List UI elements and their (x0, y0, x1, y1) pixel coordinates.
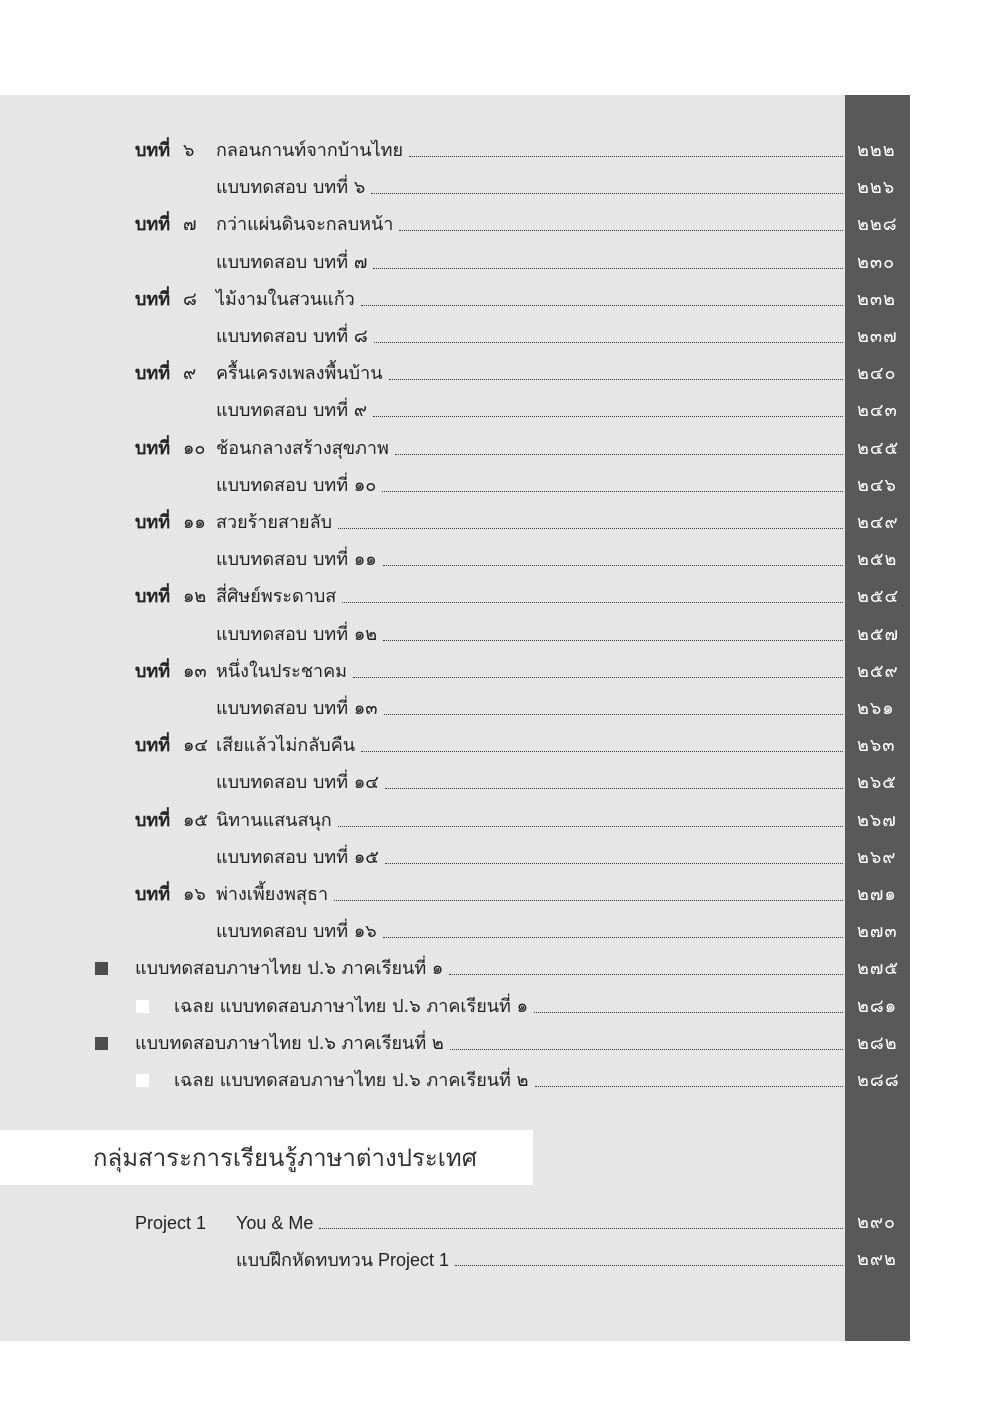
entry-title: เฉลย แบบทดสอบภาษาไทย ป.๖ ภาคเรียนที่ ๒ (174, 1070, 529, 1091)
dot-leader (395, 454, 843, 455)
toc-entry-chapter[interactable] (0, 359, 910, 389)
entry-title: สี่ศิษย์พระดาบส (216, 586, 337, 607)
toc-entry-answer[interactable] (0, 1066, 910, 1096)
page-number: ๒๓๗ (857, 326, 898, 347)
entry-title: กว่าแผ่นดินจะกลบหน้า (216, 214, 394, 235)
page-number: ๒๒๘ (857, 214, 898, 235)
entry-title: สวยร้ายสายลับ (216, 512, 333, 533)
dot-leader (373, 416, 843, 417)
chapter-label: บทที่ (135, 140, 171, 161)
dot-leader (409, 156, 843, 157)
page-number: ๒๔๖ (857, 475, 897, 496)
chapter-number: ๑๒ (183, 586, 207, 607)
toc-entry-chapter[interactable] (0, 508, 910, 538)
bullet-square-icon (95, 962, 108, 975)
chapter-label: บทที่ (135, 214, 171, 235)
entry-title: ช้อนกลางสร้างสุขภาพ (216, 438, 389, 459)
entry-title: เสียแล้วไม่กลับคืน (216, 735, 356, 756)
page-number: ๒๒๖ (857, 177, 896, 198)
dot-leader (385, 863, 843, 864)
page-number: ๒๘๒ (857, 1033, 898, 1054)
page-number: ๒๘๘ (857, 1070, 900, 1091)
page-number: ๒๓๒ (857, 289, 897, 310)
toc-entry-test[interactable] (0, 843, 910, 873)
toc-entry-answer[interactable] (0, 992, 910, 1022)
page-number: ๒๖๓ (857, 735, 896, 756)
dot-leader (534, 1012, 843, 1013)
page-number: ๒๖๑ (857, 698, 895, 719)
entry-title: แบบฝึกหัดทบทวน Project 1 (236, 1250, 450, 1270)
chapter-number: ๑๕ (183, 810, 209, 831)
chapter-label: บทที่ (135, 586, 171, 607)
page-number: ๒๖๕ (857, 772, 897, 793)
chapter-label: บทที่ (135, 289, 171, 310)
toc-entry-chapter[interactable] (0, 285, 910, 315)
entry-title: แบบทดสอบ บทที่ ๑๖ (216, 921, 377, 942)
entry-title: เฉลย แบบทดสอบภาษาไทย ป.๖ ภาคเรียนที่ ๑ (174, 996, 529, 1017)
dot-leader (385, 788, 843, 789)
toc-entry-test[interactable] (0, 620, 910, 650)
toc-entry-test[interactable] (0, 694, 910, 724)
chapter-number: ๑๓ (183, 661, 207, 682)
page-number: ๒๔๕ (857, 438, 900, 459)
entry-title: You & Me (236, 1213, 314, 1233)
page-number: ๒๕๗ (857, 624, 900, 645)
page-number: ๒๗๑ (857, 884, 897, 905)
dot-leader (455, 1265, 843, 1266)
dot-leader (338, 826, 843, 827)
entry-title: ครื้นเครงเพลงพื้นบ้าน (216, 363, 383, 384)
toc-entry-test[interactable] (0, 322, 910, 352)
chapter-number: ๗ (183, 214, 197, 235)
dot-leader (373, 268, 843, 269)
dot-leader (361, 305, 843, 306)
dot-leader (449, 974, 843, 975)
entry-title: แบบทดสอบ บทที่ ๖ (216, 177, 366, 198)
bullet-square-outline-icon (136, 1074, 149, 1087)
toc-entry-exam[interactable] (0, 1029, 910, 1059)
project-entry[interactable] (0, 1245, 910, 1275)
toc-entry-chapter[interactable] (0, 582, 910, 612)
chapter-label: บทที่ (135, 512, 171, 533)
page-number: ๒๔๓ (857, 400, 898, 421)
dot-leader (384, 714, 843, 715)
entry-title: แบบทดสอบ บทที่ ๑๑ (216, 549, 377, 570)
dot-leader (361, 751, 843, 752)
page-number: ๒๖๙ (857, 847, 897, 868)
project-entry[interactable] (0, 1208, 910, 1238)
toc-entry-exam[interactable] (0, 954, 910, 984)
dot-leader (374, 342, 843, 343)
chapter-label: บทที่ (135, 884, 171, 905)
project-label: Project 1 (135, 1213, 207, 1233)
bullet-square-icon (95, 1037, 108, 1050)
dot-leader (371, 193, 843, 194)
toc-entry-test[interactable] (0, 917, 910, 947)
toc-entry-chapter[interactable] (0, 806, 910, 836)
entry-title: แบบทดสอบ บทที่ ๘ (216, 326, 368, 347)
dot-leader (382, 491, 843, 492)
dot-leader (334, 900, 843, 901)
toc-entry-chapter[interactable] (0, 210, 910, 240)
chapter-number: ๑๑ (183, 512, 206, 533)
entry-title: แบบทดสอบภาษาไทย ป.๖ ภาคเรียนที่ ๑ (135, 958, 444, 979)
chapter-number: ๑๔ (183, 735, 209, 756)
dot-leader (353, 677, 843, 678)
toc-entry-test[interactable] (0, 471, 910, 501)
entry-title: หนึ่งในประชาคม (216, 661, 348, 682)
chapter-number: ๑๖ (183, 884, 206, 905)
chapter-label: บทที่ (135, 661, 171, 682)
dot-leader (399, 230, 843, 231)
page-number: ๒๒๒ (857, 140, 896, 161)
page-number: ๒๖๗ (857, 810, 897, 831)
dot-leader (342, 602, 843, 603)
entry-title: แบบทดสอบ บทที่ ๑๒ (216, 624, 378, 645)
page-number: ๒๕๔ (857, 586, 900, 607)
chapter-number: ๖ (183, 140, 195, 161)
entry-title: แบบทดสอบภาษาไทย ป.๖ ภาคเรียนที่ ๒ (135, 1033, 444, 1054)
page-number: ๒๗๕ (857, 958, 900, 979)
bullet-square-outline-icon (136, 1000, 149, 1013)
entry-title: นิทานแสนสนุก (216, 810, 332, 831)
page-number: ๒๔๐ (857, 363, 897, 384)
page-number: ๒๕๒ (857, 549, 898, 570)
chapter-label: บทที่ (135, 735, 171, 756)
toc-entry-chapter[interactable] (0, 731, 910, 761)
page-number: ๒๔๙ (857, 512, 899, 533)
entry-title: แบบทดสอบ บทที่ ๑๔ (216, 772, 379, 793)
toc-entry-test[interactable] (0, 248, 910, 278)
dot-leader (383, 640, 843, 641)
toc-entry-chapter[interactable] (0, 657, 910, 687)
dot-leader (319, 1228, 843, 1229)
entry-title: แบบทดสอบ บทที่ ๗ (216, 252, 368, 273)
section-title: กลุ่มสาระการเรียนรู้ภาษาต่างประเทศ (93, 1144, 477, 1172)
entry-title: แบบทดสอบ บทที่ ๑๐ (216, 475, 377, 496)
chapter-number: ๙ (183, 363, 197, 384)
page-number: ๒๓๐ (857, 252, 896, 273)
dot-leader (450, 1049, 843, 1050)
dot-leader (389, 379, 843, 380)
chapter-label: บทที่ (135, 810, 171, 831)
page-number: ๒๙๐ (857, 1212, 897, 1233)
entry-title: แบบทดสอบ บทที่ ๙ (216, 400, 368, 421)
page-number: ๒๙๒ (857, 1249, 897, 1270)
toc-entry-chapter[interactable] (0, 880, 910, 910)
chapter-number: ๑๐ (183, 438, 206, 459)
chapter-number: ๘ (183, 289, 197, 310)
toc-entry-chapter[interactable] (0, 434, 910, 464)
toc-entry-test[interactable] (0, 173, 910, 203)
chapter-label: บทที่ (135, 438, 171, 459)
dot-leader (338, 528, 843, 529)
toc-entry-chapter[interactable] (0, 136, 910, 166)
toc-entry-test[interactable] (0, 545, 910, 575)
entry-title: ไม้งามในสวนแก้ว (216, 289, 355, 310)
dot-leader (535, 1086, 843, 1087)
page-number: ๒๕๙ (857, 661, 899, 682)
entry-title: พ่างเพี้ยงพสุธา (216, 884, 329, 905)
toc-entry-test[interactable] (0, 396, 910, 426)
toc-entry-test[interactable] (0, 768, 910, 798)
page-number: ๒๘๑ (857, 996, 898, 1017)
dot-leader (383, 565, 843, 566)
entry-title: แบบทดสอบ บทที่ ๑๓ (216, 698, 378, 719)
entry-title: แบบทดสอบ บทที่ ๑๕ (216, 847, 379, 868)
chapter-label: บทที่ (135, 363, 171, 384)
dot-leader (383, 937, 843, 938)
page-number: ๒๗๓ (857, 921, 898, 942)
entry-title: กลอนกานท์จากบ้านไทย (216, 140, 404, 161)
